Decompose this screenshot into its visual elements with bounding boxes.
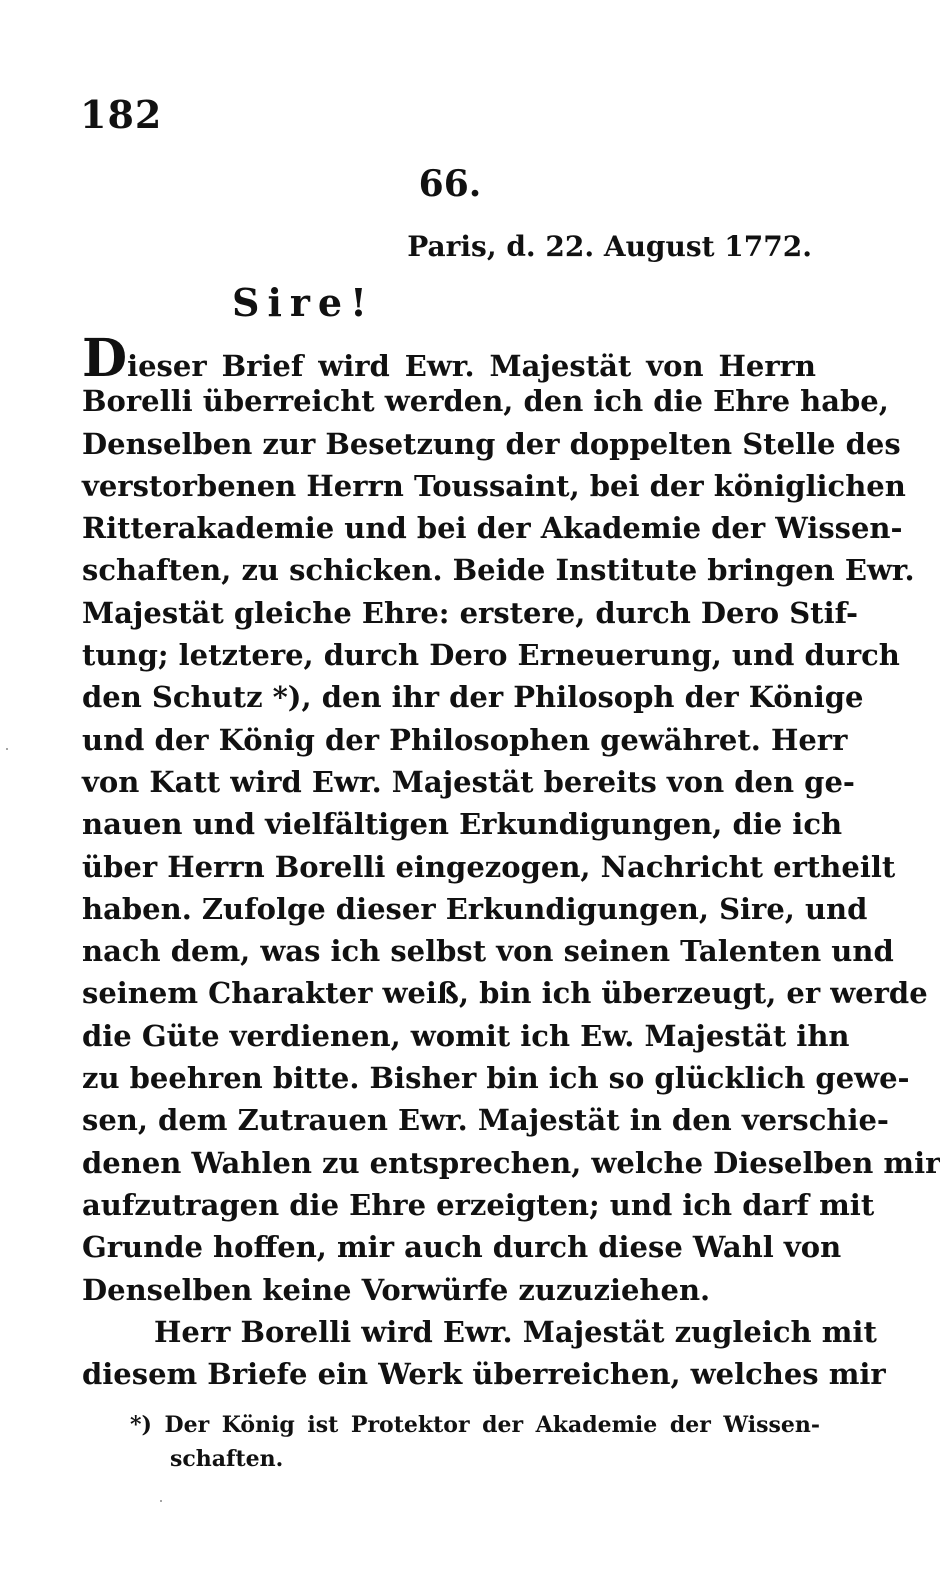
body-line: und der König der Philosophen gewähret. Herr [82, 722, 848, 757]
footnote-line: *) Der König ist Protektor der Akademie der Wissen- [130, 1412, 820, 1438]
body-line: diesem Briefe ein Werk überreichen, welches mir [82, 1357, 886, 1392]
body-line: Majestät gleiche Ehre: erstere, durch Dero Stif- [82, 595, 859, 630]
footnote [130, 1408, 820, 1476]
body-line: Ritterakademie und bei der Akademie der Wissen- [82, 511, 903, 546]
body-line: zu beehren bitte. Bisher bin ich so glücklich gewe- [82, 1061, 910, 1096]
body-line: den Schutz *), den ihr der Philosoph der Könige [82, 680, 864, 715]
body-line: sen, dem Zutrauen Ewr. Majestät in den verschie- [82, 1103, 889, 1138]
body-line: von Katt wird Ewr. Majestät bereits von den ge- [82, 764, 855, 799]
body-line: Denselben keine Vorwürfe zuzuziehen. [82, 1272, 711, 1307]
body-line: Denselben zur Besetzung der doppelten Stelle des [82, 426, 901, 461]
body-line: Herr Borelli wird Ewr. Majestät zugleich mit [154, 1314, 877, 1349]
body-line: denen Wahlen zu entsprechen, welche Dieselben mir [82, 1145, 940, 1180]
body-line: haben. Zufolge dieser Erkundigungen, Sire, und [82, 891, 868, 926]
body-line: nauen und vielfältigen Erkundigungen, die ich [82, 807, 843, 842]
salutation: Sire! [232, 280, 375, 325]
body-line: über Herrn Borelli eingezogen, Nachricht ertheilt [82, 849, 896, 884]
letter-body [82, 328, 940, 1395]
drop-cap: D [82, 328, 128, 389]
scan-speck [6, 748, 8, 750]
page-number: 182 [80, 92, 163, 137]
footnote-line: schaften. [170, 1446, 284, 1472]
dateline: Paris, d. 22. August 1772. [407, 230, 812, 263]
letter-number: 66. [418, 163, 482, 205]
body-line-1: Dieser Brief wird Ewr. Majestät von Herrn [82, 328, 816, 389]
scan-speck [160, 1500, 162, 1502]
body-line: tung; letztere, durch Dero Erneuerung, und durch [82, 638, 900, 673]
body-line: Grunde hoffen, mir auch durch diese Wahl von [82, 1230, 842, 1265]
body-line: nach dem, was ich selbst von seinen Talenten und [82, 934, 894, 969]
body-line: verstorbenen Herrn Toussaint, bei der königlichen [82, 468, 906, 503]
body-line: Borelli überreicht werden, den ich die Ehre habe, [82, 384, 889, 419]
body-line: seinem Charakter weiß, bin ich überzeugt, er werde [82, 976, 928, 1011]
body-line: schaften, zu schicken. Beide Institute bringen Ewr. [82, 553, 915, 588]
body-line: aufzutragen die Ehre erzeigten; und ich darf mit [82, 1187, 875, 1222]
body-line: die Güte verdienen, womit ich Ew. Majestät ihn [82, 1018, 850, 1053]
